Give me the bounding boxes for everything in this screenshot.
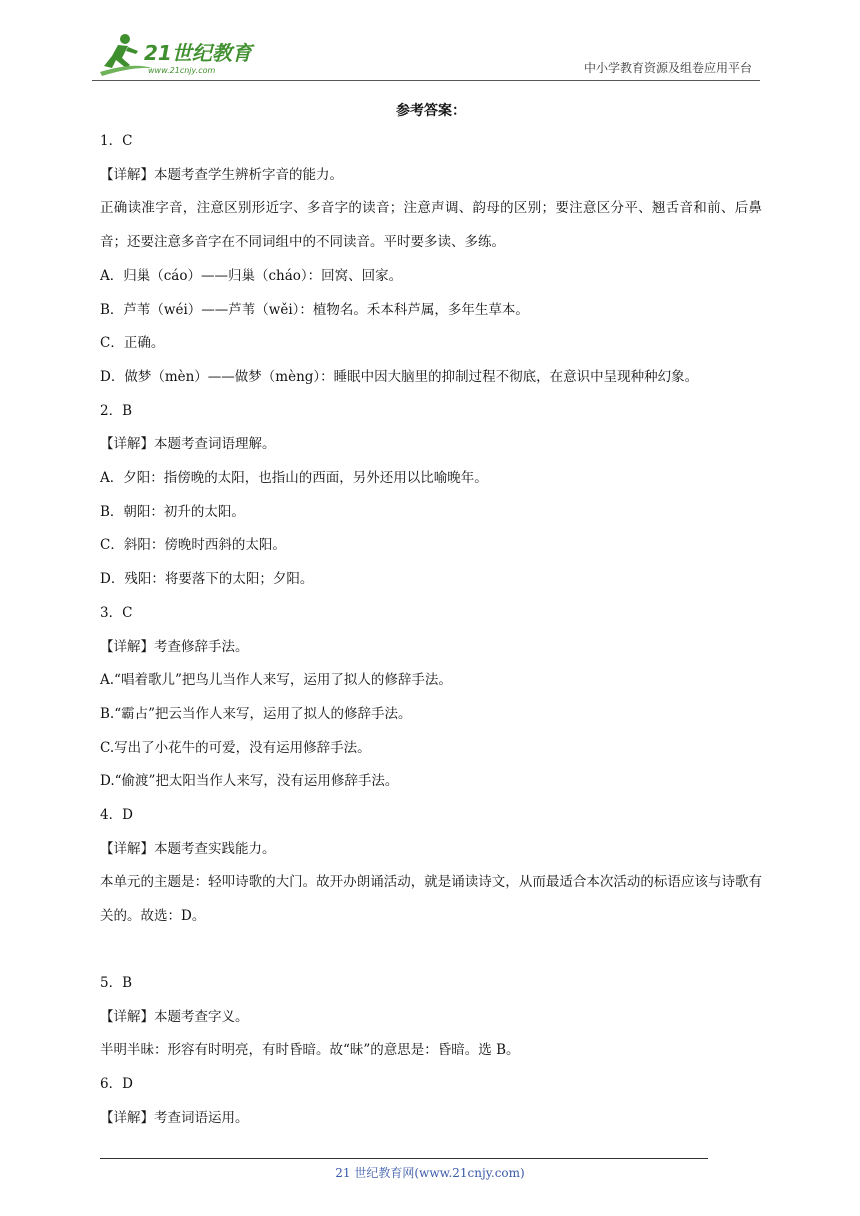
q2-option-c: C．斜阳：傍晚时西斜的太阳。 — [100, 537, 286, 554]
q1-option-c: C．正确。 — [100, 335, 165, 352]
q4-explain: 本单元的主题是：轻叩诗歌的大门。故开办朗诵活动，就是诵读诗文，从而最适合本次活动的标语应该与诗歌有关的。故选：D。 — [100, 874, 762, 925]
q3-option-c: C.写出了小花牛的可爱，没有运用修辞手法。 — [100, 739, 371, 756]
page-title: 参考答案： — [396, 103, 466, 119]
site-logo — [92, 32, 282, 76]
q6-detail: 【详解】考查词语运用。 — [100, 1109, 249, 1126]
platform-name: 中小学教育资源及组卷应用平台 — [583, 61, 752, 75]
q1-option-a: A．归巢（cáo）——归巢（cháo）：回窝、回家。 — [100, 267, 403, 284]
q5-detail: 【详解】本题考查字义。 — [100, 1008, 249, 1025]
q2-detail: 【详解】本题考查词语理解。 — [100, 436, 276, 453]
svg-text:21世纪教育: 21世纪教育 — [144, 41, 252, 65]
blank-gap — [100, 934, 762, 967]
q3-option-a: A.“唱着歌儿”把鸟儿当作人来写，运用了拟人的修辞手法。 — [100, 672, 452, 689]
q2-option-b: B．朝阳：初升的太阳。 — [100, 503, 245, 520]
q3-option-b: B.“霸占”把云当作人来写，运用了拟人的修辞手法。 — [100, 705, 412, 722]
q4-answer: 4．D — [100, 807, 133, 824]
q1-option-d: D．做梦（mèn）——做梦（mèng）：睡眠中因大脑里的抑制过程不彻底，在意识中呈现种种幻象。 — [100, 368, 699, 385]
q1-answer: 1．C — [100, 133, 133, 149]
q2-option-a: A．夕阳：指傍晚的太阳，也指山的西面，另外还用以比喻晚年。 — [100, 470, 488, 487]
svg-text:www.21cnjy.com: www.21cnjy.com — [148, 66, 216, 75]
q1-explain: 正确读准字音，注意区别形近字、多音字的读音；注意声调、韵母的区别；要注意区分平、翘舌音和前、后鼻音；还要注意多音字在不同词组中的不同读音。平时要多读、多练。 — [100, 200, 762, 251]
footer-divider — [100, 1158, 708, 1159]
q2-answer: 2．B — [100, 402, 133, 419]
q6-answer: 6．D — [100, 1075, 133, 1092]
answer-content — [100, 97, 762, 1135]
footer-link[interactable]: 21 世纪教育网(www.21cnjy.com) — [335, 1166, 525, 1180]
q5-explain: 半明半昧：形容有时明亮，有时昏暗。故“昧”的意思是：昏暗。选 B。 — [100, 1042, 520, 1059]
q1-option-b: B．芦苇（wéi）——芦苇（wěi）：植物名。禾本科芦属，多年生草本。 — [100, 301, 529, 318]
q3-option-d: D.“偷渡”把太阳当作人来写，没有运用修辞手法。 — [100, 773, 399, 790]
q3-detail: 【详解】考查修辞手法。 — [100, 638, 249, 655]
q1-detail: 【详解】本题考查学生辨析字音的能力。 — [100, 166, 343, 183]
q3-answer: 3．C — [100, 604, 133, 621]
q2-option-d: D．残阳：将要落下的太阳；夕阳。 — [100, 571, 314, 588]
q5-answer: 5．B — [100, 974, 133, 991]
q4-detail: 【详解】本题考查实践能力。 — [100, 840, 276, 857]
page-header — [92, 30, 760, 81]
